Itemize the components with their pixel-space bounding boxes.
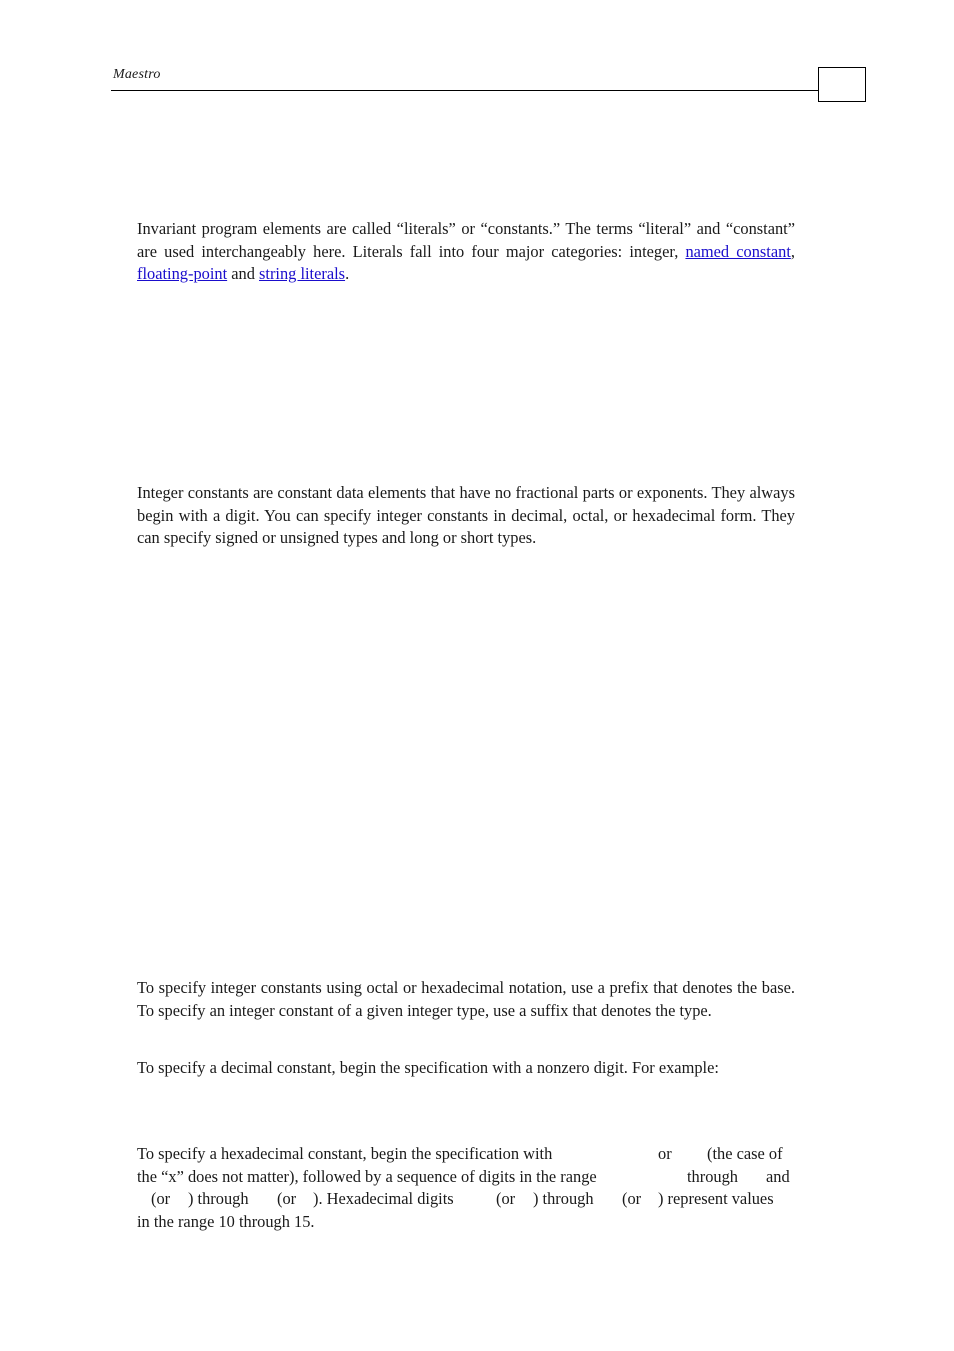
hex-text: To specify a hexadecimal constant, begin the specification with: [137, 1144, 553, 1163]
floating-point-link[interactable]: floating-point: [137, 264, 228, 283]
hex-text: or: [658, 1144, 672, 1163]
hex-text: ) through: [533, 1189, 594, 1208]
hex-text: ). Hexadecimal digits: [313, 1189, 454, 1208]
intro-separator: ,: [790, 241, 795, 261]
integer-constants-paragraph: Integer constants are constant data elements that have no fractional parts or exponents. They always begin with a digit. You can specify integer constants in decimal, octal, or hexadecimal form. They can specify signed or unsigned types and long or short types.: [137, 483, 795, 547]
hex-text: ) represent values: [658, 1189, 774, 1208]
hex-text: (or: [496, 1189, 516, 1208]
page-number-box: [818, 67, 866, 102]
decimal-constant-paragraph: To specify a decimal constant, begin the specification with a nonzero digit. For example:: [137, 1058, 719, 1077]
running-header-title: Maestro: [113, 67, 161, 82]
hex-text: (or: [151, 1189, 171, 1208]
hex-text: through: [687, 1167, 738, 1186]
intro-period: .: [345, 264, 350, 283]
header-rule: [111, 90, 819, 91]
hex-text: the “x” does not matter), followed by a sequence of digits in the range: [137, 1167, 597, 1186]
hex-text: (the case of: [707, 1144, 783, 1163]
hex-text: and: [766, 1167, 790, 1186]
hex-text: in the range 10 through 15.: [137, 1212, 315, 1231]
intro-text: Invariant program elements are called “literals” or “constants.” The terms “literal” and “constant” are used interchangeably here. Literals fall into four major categories: integer,: [137, 219, 795, 261]
hex-text: (or: [622, 1189, 642, 1208]
literals-intro-paragraph: [137, 218, 795, 286]
named-constant-link[interactable]: named constant: [685, 241, 791, 261]
intro-separator: and: [227, 264, 260, 283]
string-literals-link[interactable]: string literals: [259, 264, 346, 283]
prefix-suffix-paragraph: To specify integer constants using octal or hexadecimal notation, use a prefix that denotes the base. To specify an integer constant of a given integer type, use a suffix that denotes the type.: [137, 978, 795, 1020]
hex-text: ) through: [188, 1189, 249, 1208]
hex-text: (or: [277, 1189, 297, 1208]
